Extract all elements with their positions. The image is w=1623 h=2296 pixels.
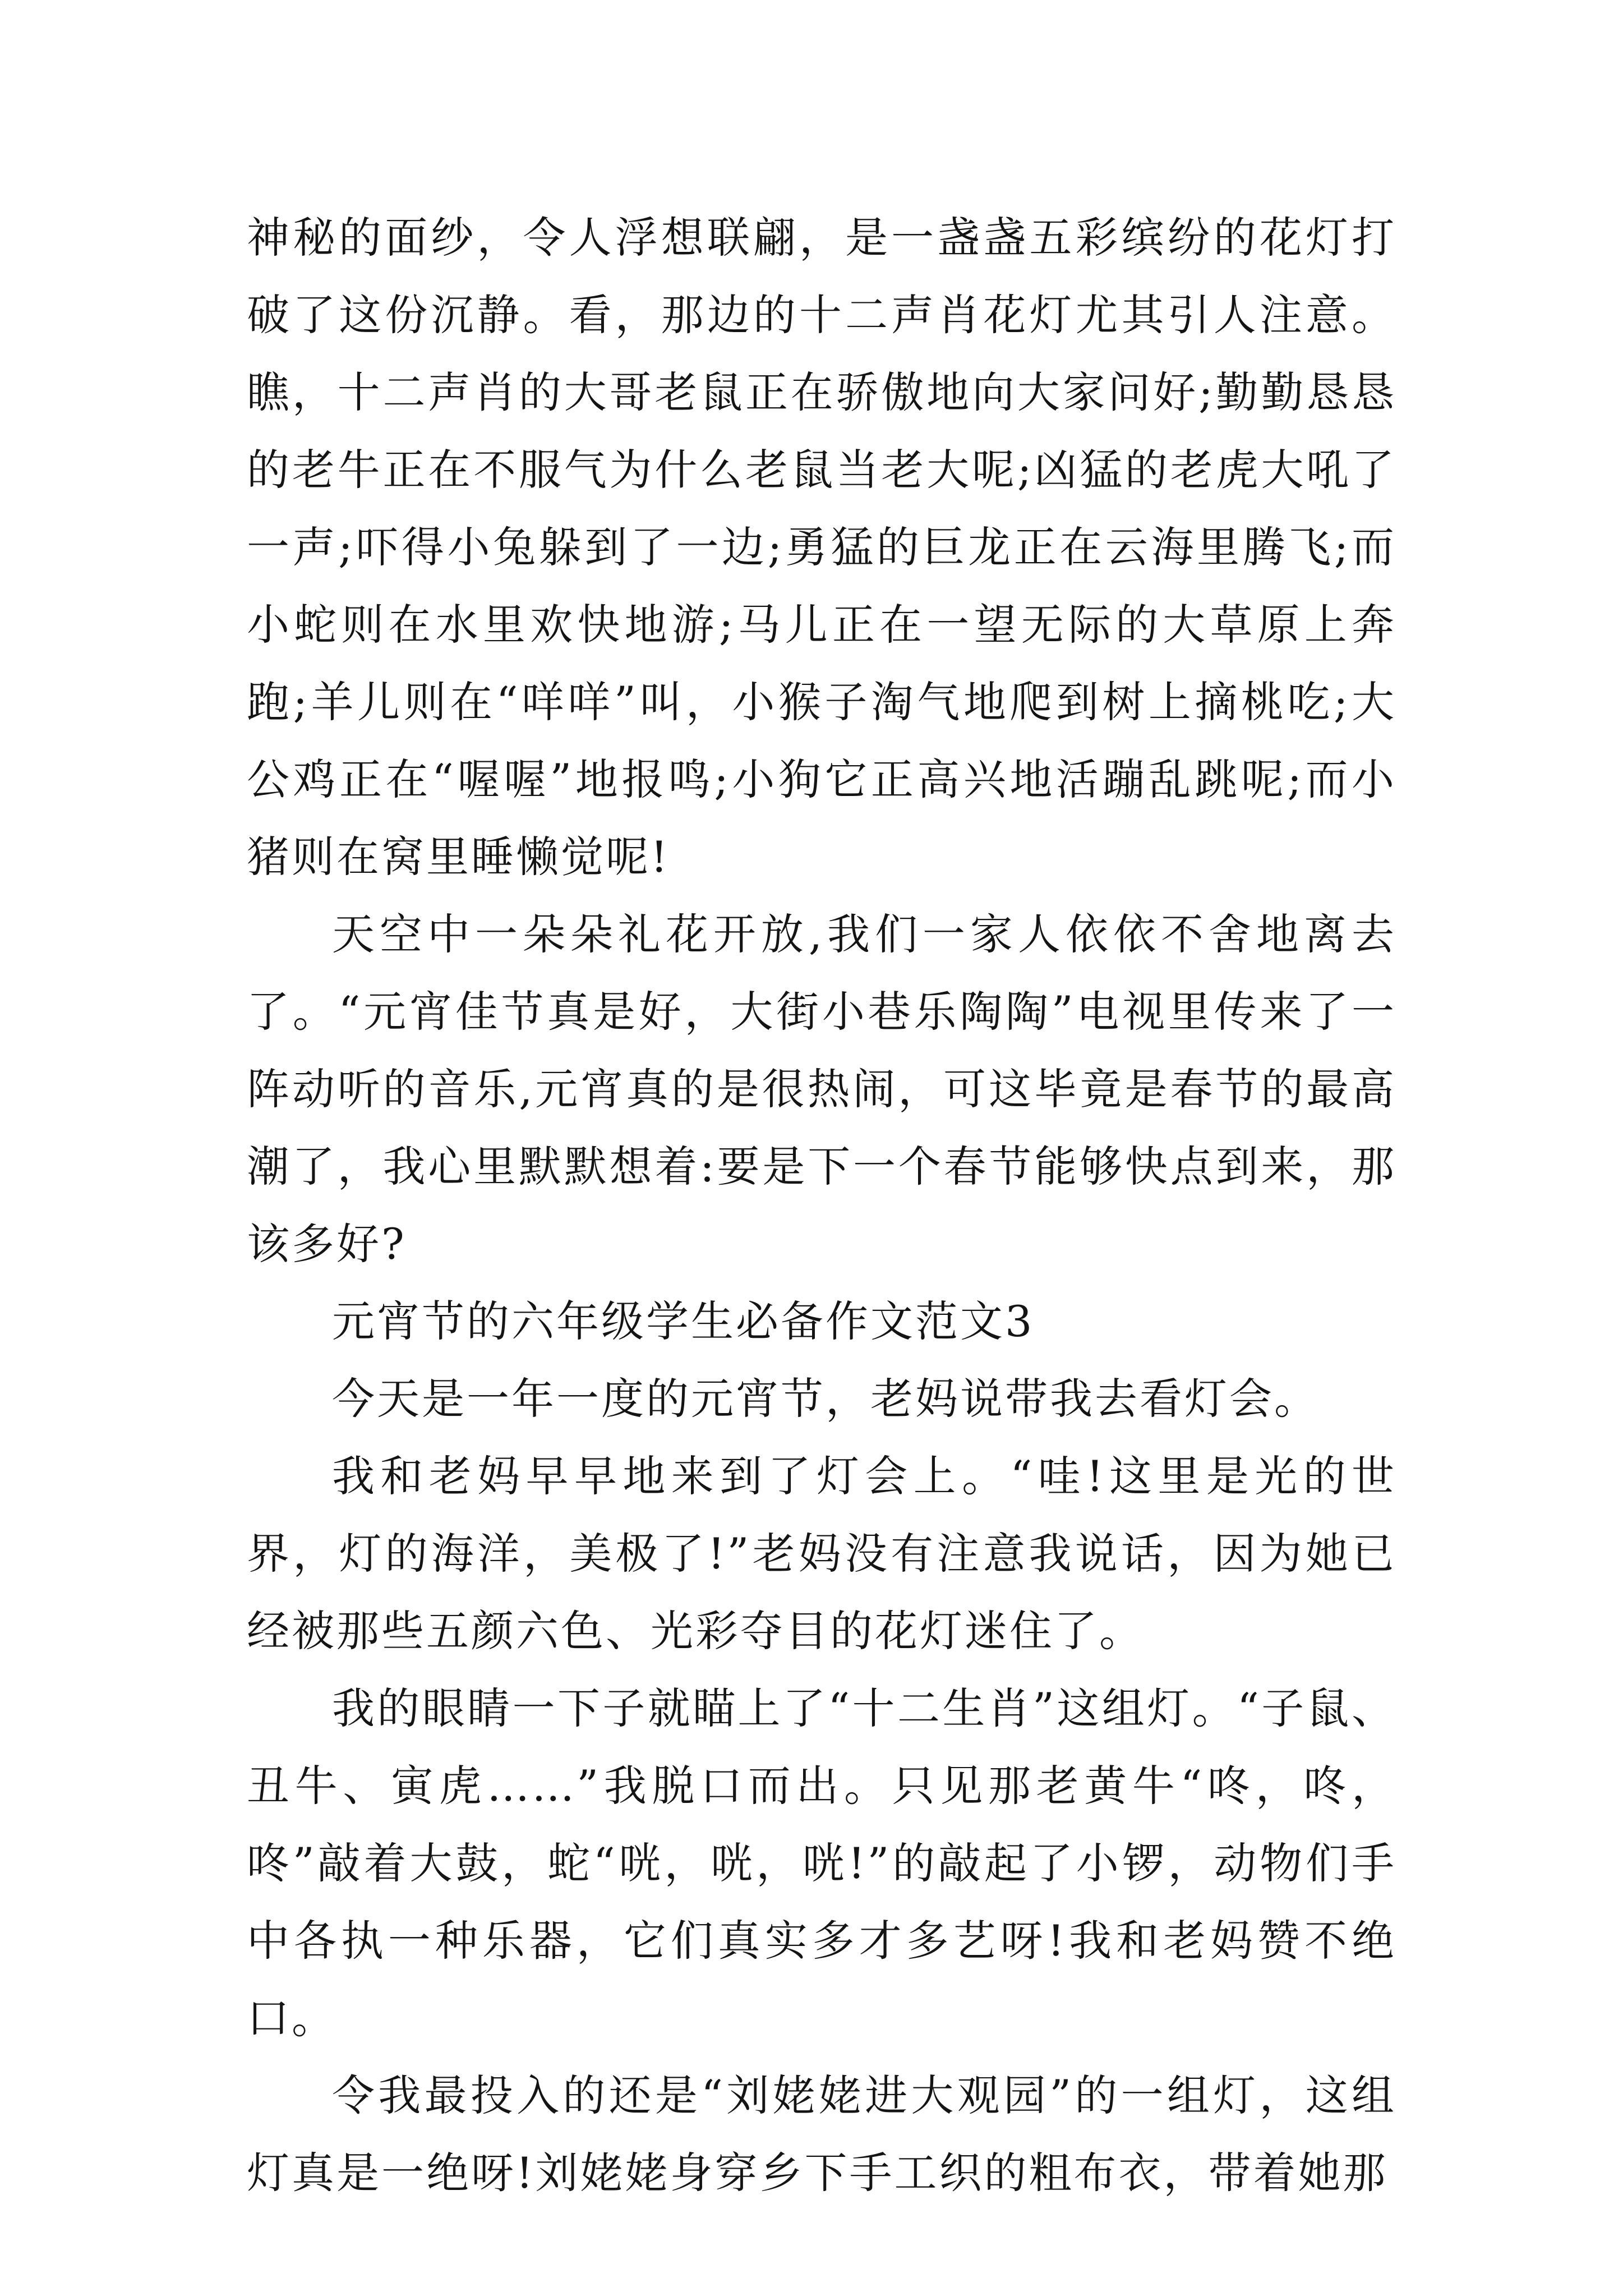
paragraph: 我的眼睛一下子就瞄上了“十二生肖”这组灯。“子鼠、丑牛、寅虎……”我脱口而出。只见那老黄牛“咚，咚，咚”敲着大鼓，蛇“咣，咣，咣!”的敲起了小锣，动物们手中各执一种乐器，它们真实多才多艺呀!我和老妈赞不绝口。	[247, 1683, 1396, 2043]
paragraph: 今天是一年一度的元宵节，老妈说带我去看灯会。	[332, 1374, 1319, 1424]
paragraph: 我和老妈早早地来到了灯会上。“哇!这里是光的世界，灯的海洋，美极了!”老妈没有注意我说话，因为她已经被那些五颜六色、光彩夺目的花灯迷住了。	[247, 1451, 1396, 1656]
section-heading: 元宵节的六年级学生必备作文范文3	[332, 1296, 1035, 1346]
paragraph: 神秘的面纱，令人浮想联翩，是一盏盏五彩缤纷的花灯打破了这份沉静。看，那边的十二声肖花灯尤其引人注意。瞧，十二声肖的大哥老鼠正在骄傲地向大家问好;勤勤恳恳的老牛正在不服气为什么老鼠当老大呢;凶猛的老虎大吼了一声;吓得小兔躲到了一边;勇猛的巨龙正在云海里腾飞;而小蛇则在水里欢快地游;马儿正在一望无际的大草原上奔跑;羊儿则在“咩咩”叫，小猴子淘气地爬到树上摘桃吃;大公鸡正在“喔喔”地报鸣;小狗它正高兴地活蹦乱跳呢;而小猪则在窝里睡懒觉呢!	[247, 213, 1396, 882]
document-body	[247, 199, 1396, 2212]
paragraph: 令我最投入的还是“刘姥姥进大观园”的一组灯，这组灯真是一绝呀!刘姥姥身穿乡下手工织的粗布衣，带着她那	[247, 2070, 1396, 2198]
paragraph: 天空中一朵朵礼花开放,我们一家人依依不舍地离去了。“元宵佳节真是好，大街小巷乐陶陶”电视里传来了一阵动听的音乐,元宵真的是很热闹，可这毕竟是春节的最高潮了，我心里默默想着:要是下一个春节能够快点到来，那该多好?	[247, 909, 1396, 1269]
